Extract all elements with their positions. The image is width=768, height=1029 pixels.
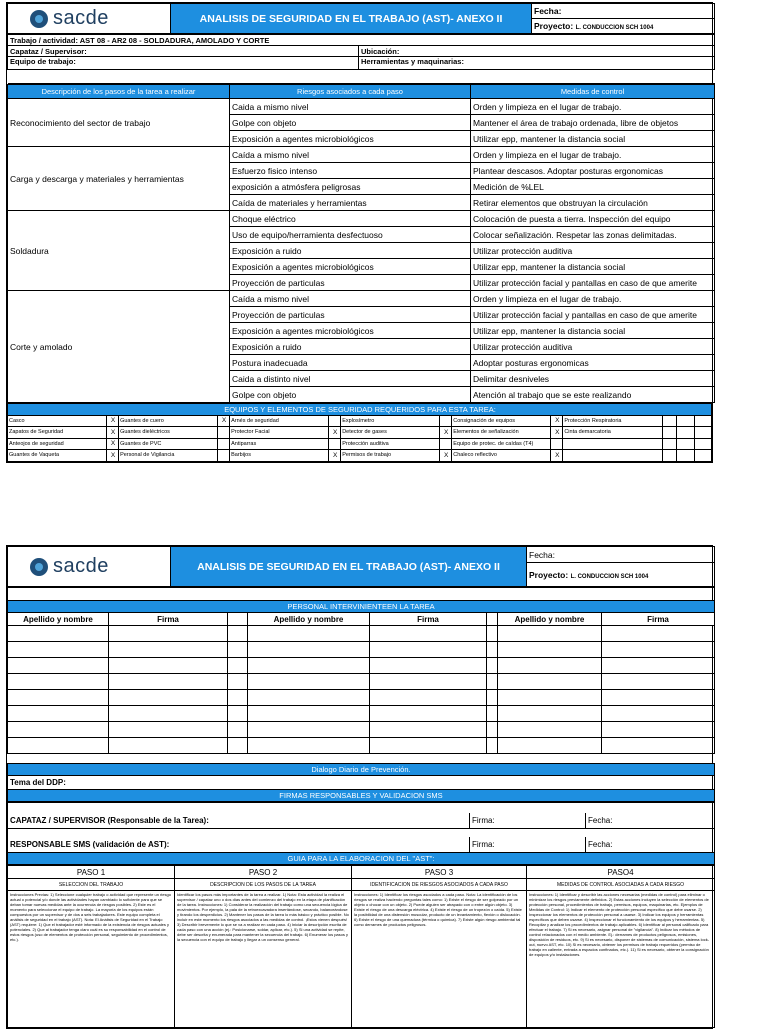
control-cell: Colocar señalización. Respetar las zonas delimitadas. bbox=[471, 227, 715, 243]
personnel-name-cell[interactable] bbox=[498, 658, 602, 674]
control-cell: Orden y limpieza en el lugar de trabajo. bbox=[471, 99, 715, 115]
personnel-gap-cell bbox=[228, 690, 248, 706]
equipo-trabajo-field[interactable]: Equipo de trabajo: bbox=[8, 57, 359, 70]
equipment-check[interactable] bbox=[218, 438, 230, 450]
capataz-firma-field[interactable]: Firma: bbox=[470, 813, 586, 829]
personnel-name-cell[interactable] bbox=[8, 738, 109, 754]
ast-sheet-1 bbox=[6, 2, 713, 463]
equipment-item: Cinta demarcatoria bbox=[563, 427, 663, 439]
equipment-check[interactable] bbox=[329, 415, 341, 427]
personnel-sign-cell[interactable] bbox=[602, 706, 715, 722]
personnel-body bbox=[8, 613, 715, 754]
personnel-gap-cell bbox=[487, 722, 498, 738]
equipment-item: Chaleco reflectivo bbox=[452, 450, 551, 462]
equipment-check[interactable]: X bbox=[106, 450, 118, 462]
equipment-row bbox=[8, 450, 712, 462]
control-cell: Orden y limpieza en el lugar de trabajo. bbox=[471, 291, 715, 307]
personnel-gap-cell bbox=[228, 658, 248, 674]
sacde-logo-icon bbox=[30, 558, 48, 576]
personnel-row bbox=[8, 738, 715, 754]
personnel-row bbox=[8, 690, 715, 706]
equipment-check[interactable]: X bbox=[551, 427, 563, 439]
paso-title: PASO 3 bbox=[352, 866, 527, 879]
equipment-check[interactable] bbox=[440, 415, 452, 427]
equipment-item: Protección auditiva bbox=[341, 438, 440, 450]
personnel-gap-cell bbox=[487, 738, 498, 754]
personnel-gap-cell bbox=[228, 738, 248, 754]
ast-sheet-2 bbox=[6, 545, 713, 1029]
risk-cell: Golpe con objeto bbox=[230, 387, 471, 403]
paso-subtitle: SELECCION DEL TRABAJO bbox=[8, 879, 175, 891]
equipment-check[interactable] bbox=[663, 415, 677, 427]
task-step: Reconocimiento del sector de trabajo bbox=[8, 99, 230, 147]
col-sign-header: Firma bbox=[602, 613, 715, 626]
gap-header bbox=[228, 613, 248, 626]
proyecto-field-2[interactable]: Proyecto: L. CONDUCCION SCH 1004 bbox=[527, 563, 715, 587]
personnel-row bbox=[8, 658, 715, 674]
control-cell: Medición de %LEL bbox=[471, 179, 715, 195]
document-title-2: ANALISIS DE SEGURIDAD EN EL TRABAJO (AST)- ANEXO II bbox=[171, 547, 527, 587]
equipment-check[interactable]: X bbox=[551, 415, 563, 427]
firmas-table bbox=[7, 802, 715, 865]
risk-cell: Esfuerzo fisico intenso bbox=[230, 163, 471, 179]
sms-firma-field[interactable]: Firma: bbox=[470, 837, 586, 853]
equipment-check[interactable]: X bbox=[218, 415, 230, 427]
personnel-sign-cell[interactable] bbox=[370, 706, 487, 722]
paso-subtitle: MEDIDAS DE CONTROL ASOCIADAS A CADA RIESGO bbox=[527, 879, 715, 891]
logo-cell bbox=[8, 4, 171, 34]
personnel-name-cell[interactable] bbox=[248, 674, 370, 690]
work-info-table bbox=[7, 34, 715, 84]
equipment-extra bbox=[694, 415, 711, 427]
equipment-item: Equipo de protec. de caídas (T4) bbox=[452, 438, 551, 450]
equipment-item bbox=[563, 438, 663, 450]
fecha-field[interactable]: Fecha: bbox=[532, 4, 715, 19]
paso-subtitle: DESCRIPCION DE LOS PASOS DE LA TAREA bbox=[175, 879, 352, 891]
personnel-sign-cell[interactable] bbox=[370, 626, 487, 642]
risk-cell: Caida a distinto nivel bbox=[230, 371, 471, 387]
risk-cell: Exposición a agentes microbiológicos bbox=[230, 323, 471, 339]
equipment-item: Personal de Vigilancia bbox=[119, 450, 218, 462]
sacde-logo-icon bbox=[30, 10, 48, 28]
personnel-gap-cell bbox=[228, 674, 248, 690]
tema-ddp-field[interactable]: Tema del DDP: bbox=[8, 776, 715, 790]
equipment-row bbox=[8, 438, 712, 450]
personnel-name-cell[interactable] bbox=[498, 674, 602, 690]
spacer bbox=[8, 754, 715, 764]
col-sign-header: Firma bbox=[109, 613, 228, 626]
personnel-sign-cell[interactable] bbox=[370, 738, 487, 754]
control-cell: Mantener el área de trabajo ordenada, libre de objetos bbox=[471, 115, 715, 131]
personnel-title: PERSONAL INTERVINIENTEEN LA TAREA bbox=[8, 601, 715, 613]
personnel-name-cell[interactable] bbox=[248, 738, 370, 754]
personnel-sign-cell[interactable] bbox=[109, 738, 228, 754]
personnel-name-cell[interactable] bbox=[248, 690, 370, 706]
personnel-name-cell[interactable] bbox=[8, 690, 109, 706]
paso-instructions: Identificar los pasos más importantes de la tarea a realizar. 1) Nota: Esta actividad la realiza el supervisor / capataz uno o dos días antes del comienzo del trabajo en la etapa de planificación de la tarea. Instrucciones: 1) Considerar la realización del trabajo como una secuencia lógica de movimientos. Por ejemplo, la pala de la retroexcavadora insertándose, secando, balanceándose y tirando los desperdicios. 2) Mantener los pasos de la tarea lo más básico y práctico posible. No incluir en este momento los riesgos asociados a las medidas de control. ¡Estos vienen después! 3) Describir brevemente lo que se va a realizar en cada paso. 4) Iniciar la descripción escrita de cada paso con una acción (ej.: Posicionarse, soldar, aplicar, etc.). 5) Si una actividad se repite, debe ser descrita y enumerada para mantener la secuencia del trabajo. 6) Enumerar los pasos y la secuencia con el equipo de trabajo y llegar a un consenso general. bbox=[175, 891, 352, 1028]
equipment-extra bbox=[694, 450, 711, 462]
control-cell: Retirar elementos que obstruyan la circulación bbox=[471, 195, 715, 211]
personnel-name-cell[interactable] bbox=[8, 642, 109, 658]
risk-row bbox=[8, 291, 715, 307]
equipment-item: Protector Facial bbox=[230, 427, 329, 439]
personnel-row bbox=[8, 642, 715, 658]
sms-fecha-field[interactable]: Fecha: bbox=[586, 837, 715, 853]
equipment-check[interactable]: X bbox=[440, 450, 452, 462]
personnel-sign-cell[interactable] bbox=[370, 722, 487, 738]
risk-cell: Exposición a ruido bbox=[230, 243, 471, 259]
sacde-logo: sacde bbox=[30, 7, 170, 30]
personnel-header-row bbox=[8, 613, 715, 626]
equipment-check[interactable]: X bbox=[551, 450, 563, 462]
equipment-check[interactable] bbox=[440, 438, 452, 450]
risk-cell: Caída a mismo nivel bbox=[230, 291, 471, 307]
gap-header bbox=[487, 613, 498, 626]
document-title: ANALISIS DE SEGURIDAD EN EL TRABAJO (AST)- ANEXO II bbox=[171, 4, 532, 34]
header-table-2 bbox=[7, 546, 715, 587]
control-cell: Adoptar posturas ergonomicas bbox=[471, 355, 715, 371]
personnel-name-cell[interactable] bbox=[248, 626, 370, 642]
personnel-name-cell[interactable] bbox=[498, 706, 602, 722]
personnel-row bbox=[8, 722, 715, 738]
col-name-header: Apellido y nombre bbox=[498, 613, 602, 626]
equipment-title: EQUIPOS Y ELEMENTOS DE SEGURIDAD REQUERIDOS PARA ESTA TAREA: bbox=[8, 404, 712, 416]
equipment-check[interactable]: X bbox=[106, 415, 118, 427]
equipment-item: Arnés de seguridad bbox=[230, 415, 329, 427]
personnel-name-cell[interactable] bbox=[248, 706, 370, 722]
header-table bbox=[7, 3, 715, 34]
task-step: Carga y descarga y materiales y herramientas bbox=[8, 147, 230, 211]
personnel-gap-cell bbox=[228, 722, 248, 738]
equipment-item: Guantes de PVC bbox=[119, 438, 218, 450]
control-cell: Plantear descasos. Adoptar posturas ergonomicas bbox=[471, 163, 715, 179]
risk-cell: Exposición a agentes microbiológicos bbox=[230, 131, 471, 147]
task-step: Soldadura bbox=[8, 211, 230, 291]
personnel-sign-cell[interactable] bbox=[602, 738, 715, 754]
personnel-sign-cell[interactable] bbox=[370, 658, 487, 674]
risk-cell: exposición a atmósfera peligrosas bbox=[230, 179, 471, 195]
paso-subtitle: IDENTIFICACION DE RIESGOS ASOCIADOS A CADA PASO bbox=[352, 879, 527, 891]
personnel-sign-cell[interactable] bbox=[370, 690, 487, 706]
personnel-name-cell[interactable] bbox=[248, 658, 370, 674]
personnel-gap-cell bbox=[228, 642, 248, 658]
equipment-check[interactable]: X bbox=[440, 427, 452, 439]
equipment-item: Zapatos de Seguridad bbox=[8, 427, 107, 439]
control-cell: Utilizar protección auditiva bbox=[471, 243, 715, 259]
personnel-sign-cell[interactable] bbox=[602, 722, 715, 738]
control-cell: Utilizar protección facial y pantallas en caso de que amerite bbox=[471, 275, 715, 291]
control-cell: Colocación de puesta a tierra. Inspección del equipo bbox=[471, 211, 715, 227]
equipment-item: Protección Respiratoria bbox=[563, 415, 663, 427]
equipment-check[interactable] bbox=[663, 450, 677, 462]
personnel-sign-cell[interactable] bbox=[370, 674, 487, 690]
equipment-item: Guantes de cuero bbox=[119, 415, 218, 427]
logo-cell-2 bbox=[8, 547, 171, 587]
paso-title: PASO4 bbox=[527, 866, 715, 879]
equipment-check[interactable]: X bbox=[329, 450, 341, 462]
control-cell: Utilizar epp, mantener la distancia social bbox=[471, 259, 715, 275]
spacer bbox=[8, 588, 715, 601]
equipment-item: Anteojos de seguridad bbox=[8, 438, 107, 450]
equipment-extra bbox=[677, 450, 694, 462]
personnel-row bbox=[8, 674, 715, 690]
spacer bbox=[8, 70, 715, 84]
personnel-name-cell[interactable] bbox=[498, 626, 602, 642]
risk-row bbox=[8, 211, 715, 227]
paso-title: PASO 2 bbox=[175, 866, 352, 879]
capataz-field[interactable]: Capataz / Supervisor: bbox=[8, 46, 359, 57]
personnel-sign-cell[interactable] bbox=[602, 626, 715, 642]
personnel-gap-cell bbox=[487, 626, 498, 642]
equipment-item: Explosímetro bbox=[341, 415, 440, 427]
personnel-name-cell[interactable] bbox=[8, 626, 109, 642]
risk-cell: Proyección de particulas bbox=[230, 307, 471, 323]
guia-table bbox=[7, 865, 715, 1028]
personnel-gap-cell bbox=[487, 674, 498, 690]
equipment-extra bbox=[677, 427, 694, 439]
equipment-check[interactable] bbox=[329, 438, 341, 450]
personnel-sign-cell[interactable] bbox=[109, 626, 228, 642]
personnel-sign-cell[interactable] bbox=[109, 690, 228, 706]
personnel-sign-cell[interactable] bbox=[109, 722, 228, 738]
equipment-extra bbox=[677, 438, 694, 450]
equipment-check[interactable] bbox=[663, 438, 677, 450]
col-riesgos-header: Riesgos asociados a cada paso bbox=[230, 85, 471, 99]
personnel-sign-cell[interactable] bbox=[109, 642, 228, 658]
col-medidas-header: Medidas de control bbox=[471, 85, 715, 99]
personnel-name-cell[interactable] bbox=[498, 738, 602, 754]
equipment-row bbox=[8, 415, 712, 427]
risk-cell: Proyección de particulas bbox=[230, 275, 471, 291]
control-cell: Delimitar desniveles bbox=[471, 371, 715, 387]
risk-cell: Caída a mismo nivel bbox=[230, 147, 471, 163]
control-cell: Orden y limpieza en el lugar de trabajo. bbox=[471, 147, 715, 163]
equipment-check[interactable]: X bbox=[329, 427, 341, 439]
personnel-name-cell[interactable] bbox=[8, 658, 109, 674]
personnel-sign-cell[interactable] bbox=[602, 690, 715, 706]
personnel-sign-cell[interactable] bbox=[109, 674, 228, 690]
equipment-item: Casco bbox=[8, 415, 107, 427]
personnel-table bbox=[7, 587, 715, 802]
equipment-item: Elementos de señalización bbox=[452, 427, 551, 439]
risk-table bbox=[7, 84, 715, 403]
equipment-check[interactable]: X bbox=[106, 427, 118, 439]
equipment-item: Barbijos bbox=[230, 450, 329, 462]
equipment-item: Consignación de equipos bbox=[452, 415, 551, 427]
paso-instructions: Instrucciones: 1) Identificar y describir las acciones necesarias (medidas de control) para eliminar o minimizar los riesgos previamente definidos. 2) Estas acciones incluyen la selección de elementos de protección personal, procedimientos de trabajo, permisos, equipos, maquinarias, etc. Ejemplos de Medidas de Control: 1) Indicar el elemento de protección personal específico que debe usarse. 2) Inspeccionar los elementos de protección personal a usarse. 3) Indicar los equipos y herramientas específicos que deben usarse. 4) Inspeccionar el funcionamiento de los equipos y herramientas. 5) Recopilar y analizar los procedimientos de trabajo aplicables. 6) Identificar al personal calificado para efectuar el trabajo. 7) Si es necesario, asignar personal de "vigilancia". 8) Indicar los métodos de control relacionados con el medio ambiente. Ej.: derrames de productos peligrosos, emisiones, disposición de residuos, etc. 9) Si es necesario, disponer de sistemas de comunicación, sistema lock-out, nuevo AST, etc. 10) Si es necesario, obtener los permisos de trabajo requeridos (permiso de trabajo en caliente, entrada a espacios confinados, etc.). 11) Si es necesario, obtener la consignación de equipos y/o instalaciones. bbox=[527, 891, 715, 1028]
equipment-item: Guantes de Vaqueta bbox=[8, 450, 107, 462]
personnel-row bbox=[8, 706, 715, 722]
dialogo-title: Dialogo Diario de Prevención. bbox=[8, 764, 715, 776]
personnel-name-cell[interactable] bbox=[498, 690, 602, 706]
equipment-item: Permisos de trabajo bbox=[341, 450, 440, 462]
herramientas-field[interactable]: Herramientas y maquinarias: bbox=[359, 57, 715, 70]
sacde-logo-2: sacde bbox=[30, 555, 170, 578]
equipment-check[interactable] bbox=[218, 450, 230, 462]
personnel-gap-cell bbox=[487, 658, 498, 674]
personnel-sign-cell[interactable] bbox=[109, 706, 228, 722]
risk-cell: Exposición a ruido bbox=[230, 339, 471, 355]
personnel-name-cell[interactable] bbox=[498, 642, 602, 658]
personnel-row bbox=[8, 626, 715, 642]
control-cell: Utilizar epp, mantener la distancia social bbox=[471, 323, 715, 339]
firmas-title: FIRMAS RESPONSABLES Y VALIDACION SMS bbox=[8, 790, 715, 802]
risk-cell: Golpe con objeto bbox=[230, 115, 471, 131]
personnel-name-cell[interactable] bbox=[248, 642, 370, 658]
control-cell: Utilizar protección facial y pantallas en caso de que amerite bbox=[471, 307, 715, 323]
equipment-table bbox=[7, 403, 712, 462]
personnel-name-cell[interactable] bbox=[8, 722, 109, 738]
equipment-check[interactable] bbox=[663, 427, 677, 439]
paso-title: PASO 1 bbox=[8, 866, 175, 879]
risk-cell: Uso de equipo/herramienta desfectuoso bbox=[230, 227, 471, 243]
equipment-row bbox=[8, 427, 712, 439]
col-name-header: Apellido y nombre bbox=[8, 613, 109, 626]
task-step: Corte y amolado bbox=[8, 291, 230, 403]
equipment-extra bbox=[694, 427, 711, 439]
risk-table-body bbox=[8, 99, 715, 403]
control-cell: Utilizar epp, mantener la distancia social bbox=[471, 131, 715, 147]
col-sign-header: Firma bbox=[370, 613, 487, 626]
risk-cell: Postura inadecuada bbox=[230, 355, 471, 371]
proyecto-field[interactable]: Proyecto: L. CONDUCCION SCH 1004 bbox=[532, 19, 715, 34]
personnel-gap-cell bbox=[228, 626, 248, 642]
personnel-gap-cell bbox=[487, 690, 498, 706]
sms-signature-label: RESPONSABLE SMS (validación de AST): bbox=[8, 837, 470, 853]
risk-cell: Caida a mismo nivel bbox=[230, 99, 471, 115]
risk-row bbox=[8, 99, 715, 115]
personnel-sign-cell[interactable] bbox=[370, 642, 487, 658]
capataz-signature-label: CAPATAZ / SUPERVISOR (Responsable de la Tarea): bbox=[8, 813, 470, 829]
guia-title: GUIA PARA LA ELABORACION DEL "AST": bbox=[8, 853, 715, 865]
equipment-check[interactable]: X bbox=[106, 438, 118, 450]
spacer bbox=[8, 829, 715, 837]
equipment-item: Guantes dieléctricos bbox=[119, 427, 218, 439]
risk-cell: Caída de materiales y herramientas bbox=[230, 195, 471, 211]
personnel-gap-cell bbox=[228, 706, 248, 722]
personnel-sign-cell[interactable] bbox=[602, 658, 715, 674]
personnel-sign-cell[interactable] bbox=[602, 642, 715, 658]
col-name-header: Apellido y nombre bbox=[248, 613, 370, 626]
equipment-body bbox=[8, 415, 712, 461]
personnel-name-cell[interactable] bbox=[8, 706, 109, 722]
personnel-name-cell[interactable] bbox=[498, 722, 602, 738]
personnel-gap-cell bbox=[487, 642, 498, 658]
spacer bbox=[8, 803, 715, 813]
equipment-item: Detector de gases bbox=[341, 427, 440, 439]
trabajo-field[interactable]: Trabajo / actividad: AST 08 - AR2 08 - SOLDADURA, AMOLADO Y CORTE bbox=[8, 35, 715, 46]
capataz-fecha-field[interactable]: Fecha: bbox=[586, 813, 715, 829]
fecha-field-2[interactable]: Fecha: bbox=[527, 547, 715, 563]
equipment-extra bbox=[677, 415, 694, 427]
risk-cell: Choque eléctrico bbox=[230, 211, 471, 227]
paso-instructions: Instrucciones Previas: 1) Seleccione cualquier trabajo o actividad que represente un riesgo actual o potencial y/o donde las actividades hayan cambiado lo suficiente para que se deban tomar nuevas medidas ante la ocurrencia de riesgos posibles. 2) Este es el momento para seleccionar el equipo de trabajo. La mayoría de los equipos están compuestos por un supervisor y de dos a seis trabajadores. Este equipo completa el análisis de seguridad en el trabajo (AST). Nota: El Análisis de Seguridad en el Trabajo (AST) requiere: 1) Que el trabajador esté informado de la existencia de riesgos actuales y potenciales. 2) Que al trabajador tenga claro cuál es su responsabilidad en el control de estos riesgos (uso de elementos de protección personal, seguimiento de procedimientos, etc.). bbox=[8, 891, 175, 1028]
personnel-sign-cell[interactable] bbox=[109, 658, 228, 674]
personnel-name-cell[interactable] bbox=[248, 722, 370, 738]
personnel-gap-cell bbox=[487, 706, 498, 722]
col-pasos-header: Descripción de los pasos de la tarea a realizar bbox=[8, 85, 230, 99]
control-cell: Atención al trabajo que se este realizando bbox=[471, 387, 715, 403]
personnel-sign-cell[interactable] bbox=[602, 674, 715, 690]
equipment-extra bbox=[694, 438, 711, 450]
paso-instructions: Instrucciones: 1) Identificar los riesgos asociados a cada paso. Nota: La identificación de los riesgos se realiza haciendo preguntas tales como: 1) Existe el riesgo de ser golpeado por un objeto o chocar con un objeto. 2) Puede alguien ser atrapado con o entre algún objeto. 3) Existe el riesgo de una descarga eléctrica. 4) Existe el riesgo de un tropezón o caída. 5) Existe la posibilidad de una distensión muscular, producto de un levantamiento, flexión o dislocación. 6) Existe el riesgo de una quemadura (térmica o química). 7) Existe algún riesgo ambiental tal como derrames de productos peligrosos. bbox=[352, 891, 527, 1028]
personnel-name-cell[interactable] bbox=[8, 674, 109, 690]
risk-row bbox=[8, 147, 715, 163]
risk-cell: Exposición a agentes microbiológicos bbox=[230, 259, 471, 275]
ubicacion-field[interactable]: Ubicación: bbox=[359, 46, 715, 57]
equipment-check[interactable] bbox=[551, 438, 563, 450]
equipment-check[interactable] bbox=[218, 427, 230, 439]
equipment-item bbox=[563, 450, 663, 462]
equipment-item: Antiparras bbox=[230, 438, 329, 450]
control-cell: Utilizar protección auditiva bbox=[471, 339, 715, 355]
